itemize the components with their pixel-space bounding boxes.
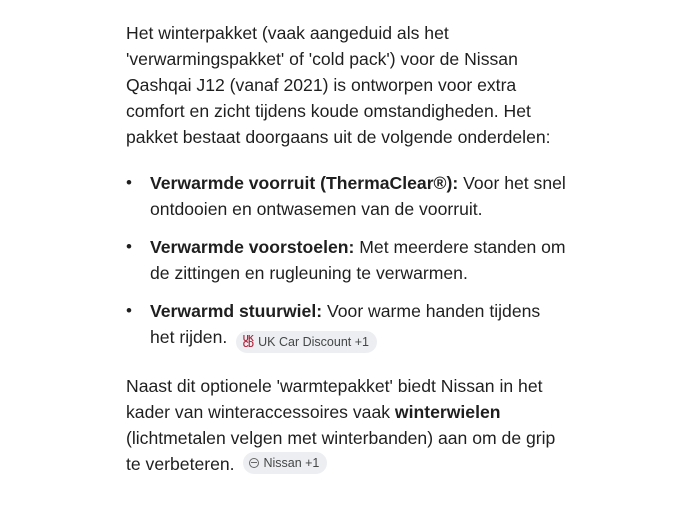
item-text: Met meerdere standen om de zittingen en rugleuning te verwarmen. xyxy=(150,237,566,283)
uk-car-discount-icon: UK CD xyxy=(242,334,254,349)
chip-label: UK Car Discount +1 xyxy=(258,335,369,349)
bullet: • xyxy=(126,301,132,320)
bullet: • xyxy=(126,173,132,192)
intro-paragraph: Het winterpakket (vaak aangeduid als het 'verwarmingspakket' of 'cold pack') voor de Nissan Qashqai J12 (vanaf 2021) is ontworpen voor extra comfort en zicht tijdens koude omstandigheden. Het pakket bestaat doorgaans uit de volgende onderdelen: xyxy=(126,23,551,147)
outro-bold: winterwielen xyxy=(394,402,501,422)
item-text: Voor het snel ontdooien en ontwasemen van de voorruit. xyxy=(150,173,566,219)
list-item xyxy=(126,170,566,222)
response-content xyxy=(126,20,566,477)
item-title: Verwarmde voorstoelen: xyxy=(150,237,355,257)
component-list xyxy=(126,170,566,353)
source-chip-uk-car-discount[interactable] xyxy=(236,331,377,353)
bullet: • xyxy=(126,237,132,256)
outro-text: Naast dit optionele 'warmtepakket' biedt Nissan in het kader van winteraccessoires vaak xyxy=(126,376,543,422)
chip-label: Nissan +1 xyxy=(263,456,320,470)
item-title: Verwarmde voorruit (ThermaClear®): xyxy=(150,173,459,193)
item-title: Verwarmd stuurwiel: xyxy=(150,301,323,321)
outro-text: (lichtmetalen velgen met winterbanden) aan om de grip te verbeteren. xyxy=(126,428,556,474)
source-chip-nissan[interactable] xyxy=(243,452,327,474)
outro-paragraph xyxy=(126,373,566,477)
list-item xyxy=(126,298,566,353)
list-item xyxy=(126,234,566,286)
nissan-logo-icon xyxy=(249,458,259,468)
item-text: Voor warme handen tijdens het rijden. xyxy=(150,301,541,347)
